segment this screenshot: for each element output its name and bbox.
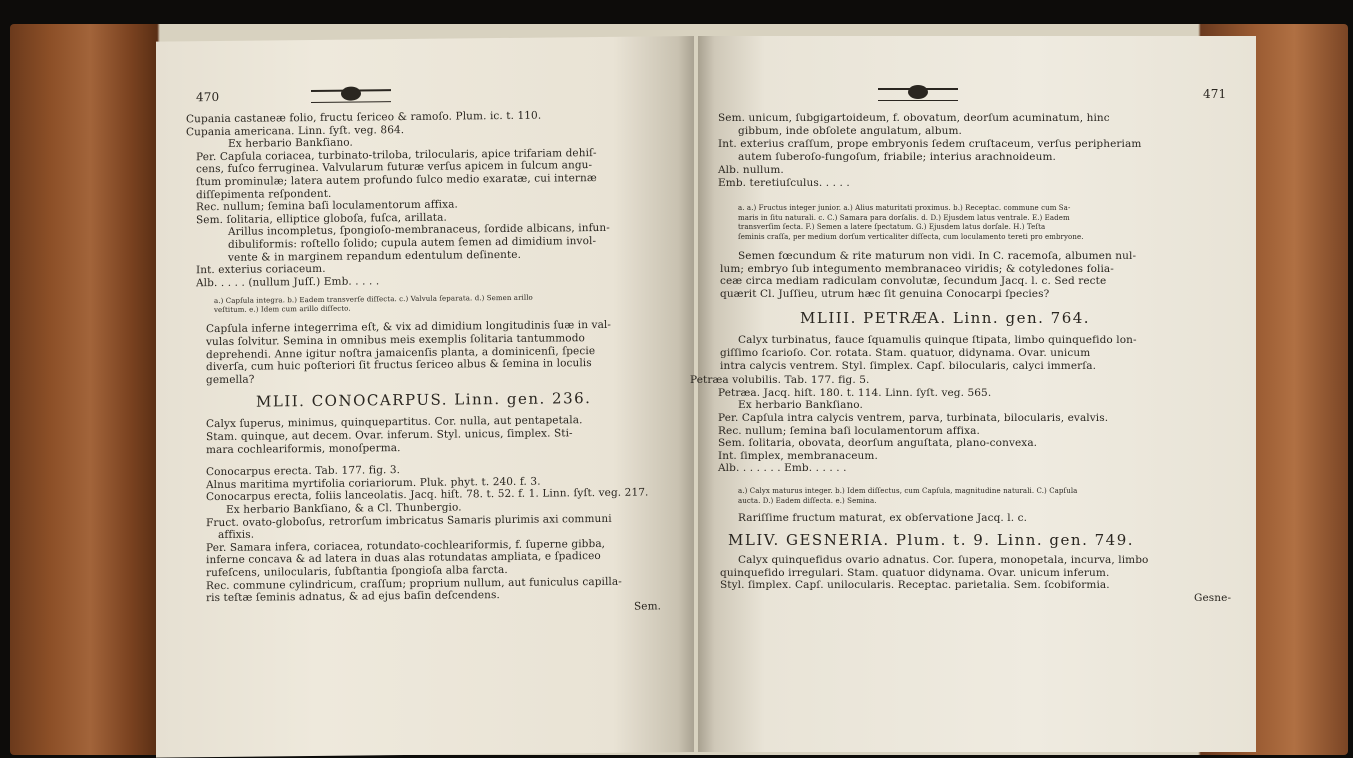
text-line: Int. exterius craſſum, prope embryonis ſedem cruſtaceum, verſus peripheriam — [718, 138, 1142, 150]
footnote-line: a.) Capſula integra. b.) Eadem transverſe diſſecta. c.) Valvula ſeparata. d.) Semen arillo — [214, 294, 533, 306]
species-line: Per. Samara infera, coriacea, rotundato-cochleariformis, f. ſuperne gibba, — [206, 537, 606, 554]
book — [10, 24, 1348, 755]
text-line: Sem. unicum, ſubgigartoideum, f. obovatum, deorſum acuminatum, hinc — [718, 112, 1110, 124]
character-line: Styl. ſimplex. Capſ. unilocularis. Receptac. parietalia. Sem. ſcobiformia. — [720, 579, 1110, 592]
character-line: Calyx quinquefidus ovario adnatus. Cor. ſupera, monopetala, incurva, limbo — [738, 554, 1149, 566]
text-line: Cupania castaneæ folio, fructu ſericeo & ramoſo. Plum. ic. t. 110. — [186, 109, 542, 126]
genus-heading: MLIV. GESNERIA. Plum. t. 9. Linn. gen. 749. — [728, 531, 1135, 549]
right-page — [690, 36, 1256, 752]
species-line: Per. Capſula intra calycis ventrem, parva, turbinata, bilocularis, evalvis. — [718, 412, 1109, 424]
text-line: Alb. . . . . (nullum Juſſ.) Emb. . . . . — [196, 275, 380, 290]
footnote-line: maris in ſitu naturali. c. C.) Samara para dorſalis. d. D.) Ejusdem latus ventrale. E.) Eadem — [738, 213, 1070, 222]
catchword: Sem. — [634, 600, 662, 613]
left-ornament-icon — [311, 89, 391, 103]
species-line: rufeſcens, unilocularis, ſubſtantia ſpongioſa alba farcta. — [206, 563, 508, 580]
right-page-number: 471 — [1203, 87, 1227, 101]
paragraph-line: Rariſſime fructum maturat, ex obſervatione Jacq. l. c. — [738, 512, 1028, 524]
species-line: Ex herbario Bankſiano. — [738, 399, 863, 412]
text-line: autem ſuberoſo-fungoſum, friabile; interius arachnoideum. — [738, 151, 1056, 163]
species-line: Ex herbario Bankſiano, & a Cl. Thunbergio. — [226, 501, 462, 516]
species-line: Rec. commune cylindricum, craſſum; proprium nullum, aut funiculus capilla- — [206, 575, 622, 592]
species-line: Petræa volubilis. Tab. 177. fig. 5. — [690, 374, 870, 387]
species-line: Int. ſimplex, membranaceum. — [718, 449, 878, 462]
text-line: Int. exterius coriaceum. — [196, 263, 326, 277]
text-line: Cupania americana. Linn. ſyſt. veg. 864. — [186, 123, 405, 138]
text-line: Per. Capſula coriacea, turbinato-triloba, trilocularis, apice trifariam dehiſ- — [196, 146, 597, 164]
left-page-number: 470 — [196, 89, 220, 105]
text-line: Alb. nullum. — [718, 164, 784, 176]
paragraph-line: lum; embryo ſub integumento membranaceo viridis; & cotyledones folia- — [720, 262, 1114, 275]
text-line: diſſepimenta reſpondent. — [196, 187, 332, 201]
text-line: dibuliformis: roſtello ſolido; cupula autem ſemen ad dimidium invol- — [228, 235, 597, 251]
text-line: Emb. teretiuſculus. . . . . — [718, 177, 850, 189]
paragraph-line: deprehendi. Anne igitur noſtra jamaicenſis planta, a dominicenſi, ſpecie — [206, 344, 596, 361]
species-line: Petræa. Jacq. hiſt. 180. t. 114. Linn. ſyſt. veg. 565. — [718, 386, 992, 399]
paragraph-line: gemella? — [206, 373, 255, 386]
species-line: Sem. ſolitaria, obovata, deorſum anguſtata, plano-convexa. — [718, 437, 1038, 450]
species-line: Conocarpus erecta. Tab. 177. fig. 3. — [206, 464, 401, 479]
footnote-line: a.) Calyx maturus integer. b.) Idem diſſectus, cum Capſula, magnitudine naturali. C.) Capſula — [738, 487, 1078, 495]
genus-heading: MLIII. PETRÆA. Linn. gen. 764. — [800, 309, 1091, 328]
character-line: giſſimo ſcarioſo. Cor. rotata. Stam. quatuor, didynama. Ovar. unicum — [720, 347, 1091, 359]
text-line: Ex herbario Bankſiano. — [228, 136, 353, 151]
species-line: Alnus maritima myrtifolia coriariorum. Pluk. phyt. t. 240. f. 3. — [206, 475, 541, 491]
genus-heading: MLII. CONOCARPUS. Linn. gen. 236. — [256, 389, 592, 411]
species-line: affixis. — [218, 528, 255, 542]
footnote-line: veſtitum. e.) Idem cum arillo diſſecto. — [214, 304, 351, 315]
footnote-line: aucta. D.) Eadem diſſecta. e.) Semina. — [738, 496, 877, 505]
character-line: Calyx turbinatus, fauce ſquamulis quinque ſtipata, limbo quinquefido lon- — [738, 334, 1137, 347]
character-line: Calyx ſuperus, minimus, quinquepartitus. Cor. nulla, aut pentapetala. — [206, 414, 583, 431]
text-line: gibbum, inde obſolete angulatum, album. — [738, 125, 962, 137]
paragraph-line: quærit Cl. Juſſieu, utrum hæc ſit genuina Conocarpi ſpecies? — [720, 287, 1050, 300]
character-line: intra calycis ventrem. Styl. ſimplex. Capſ. bilocularis, calyci immerſa. — [720, 359, 1097, 372]
species-line: ris teſtæ ſeminis adnatus, & ad ejus baſin deſcendens. — [206, 589, 500, 605]
character-line: mara cochleariformis, monoſperma. — [206, 441, 401, 456]
species-line: Conocarpus erecta, foliis lanceolatis. Jacq. hiſt. 78. t. 52. f. 1. Linn. ſyſt. veg. 217. — [206, 486, 649, 504]
paragraph-line: vulas ſolvitur. Semina in omnibus meis exemplis ſolitaria tantummodo — [206, 332, 585, 349]
catchword: Gesne- — [1194, 591, 1232, 604]
species-line: Fruct. ovato-globoſus, retrorſum imbricatus Samaris plurimis axi communi — [206, 512, 612, 529]
text-line: vente & in marginem repandum edentulum deſinente. — [228, 248, 522, 264]
character-line: Stam. quinque, aut decem. Ovar. inferum. Styl. unicus, ſimplex. Sti- — [206, 427, 573, 444]
text-line: Rec. nullum; ſemina baſi loculamentorum affixa. — [196, 198, 458, 214]
footnote-line: ſeminis craſſa, per medium dorſum verticaliter diſſecta, cum loculamento tereti pro embryone. — [738, 232, 1084, 241]
paragraph-line: Capſula inferne integerrima eſt, & vix ad dimidium longitudinis ſuæ in val- — [206, 319, 612, 336]
right-ornament-icon — [878, 88, 958, 101]
footnote-line: transverſim ſecta. F.) Semen a latere ſpectatum. G.) Ejusdem latus dorſale. H.) Teſta — [738, 223, 1046, 231]
character-line: quinquefido irregulari. Stam. quatuor didynama. Ovar. unicum inferum. — [720, 566, 1110, 579]
text-line: ſtum prominulæ; latera autem profundo ſulco medio exaratæ, cui internæ — [196, 172, 597, 189]
species-line: Rec. nullum; ſemina baſi loculamentorum affixa. — [718, 424, 980, 437]
text-line: cens, fuſco ferruginea. Valvularum futuræ verſus apicem in ſulcum angu- — [196, 159, 593, 176]
species-line: inferne concava & ad latera in duas alas rotundatas ampliata, e ſpadiceo — [206, 550, 601, 567]
text-line: Sem. ſolitaria, elliptice globoſa, fuſca, arillata. — [196, 211, 447, 227]
paragraph-line: Semen fœcundum & rite maturum non vidi. In C. racemoſa, albumen nul- — [738, 250, 1137, 262]
footnote-line: a. a.) Fructus integer junior. a.) Alius maturitati proximus. b.) Receptac. commune cum Sa- — [738, 204, 1071, 212]
species-line: Alb. . . . . . . Emb. . . . . . — [718, 462, 847, 475]
text-line: Arillus incompletus, ſpongioſo-membranaceus, ſordide albicans, infun- — [228, 222, 610, 239]
left-page — [156, 36, 694, 758]
paragraph-line: ceæ circa mediam radiculam convolutæ, ſecundum Jacq. l. c. Sed recte — [720, 275, 1107, 288]
paragraph-line: diverſa, cum huic poſteriori ſit fructus ſericeo albus & ſemina in loculis — [206, 357, 592, 374]
